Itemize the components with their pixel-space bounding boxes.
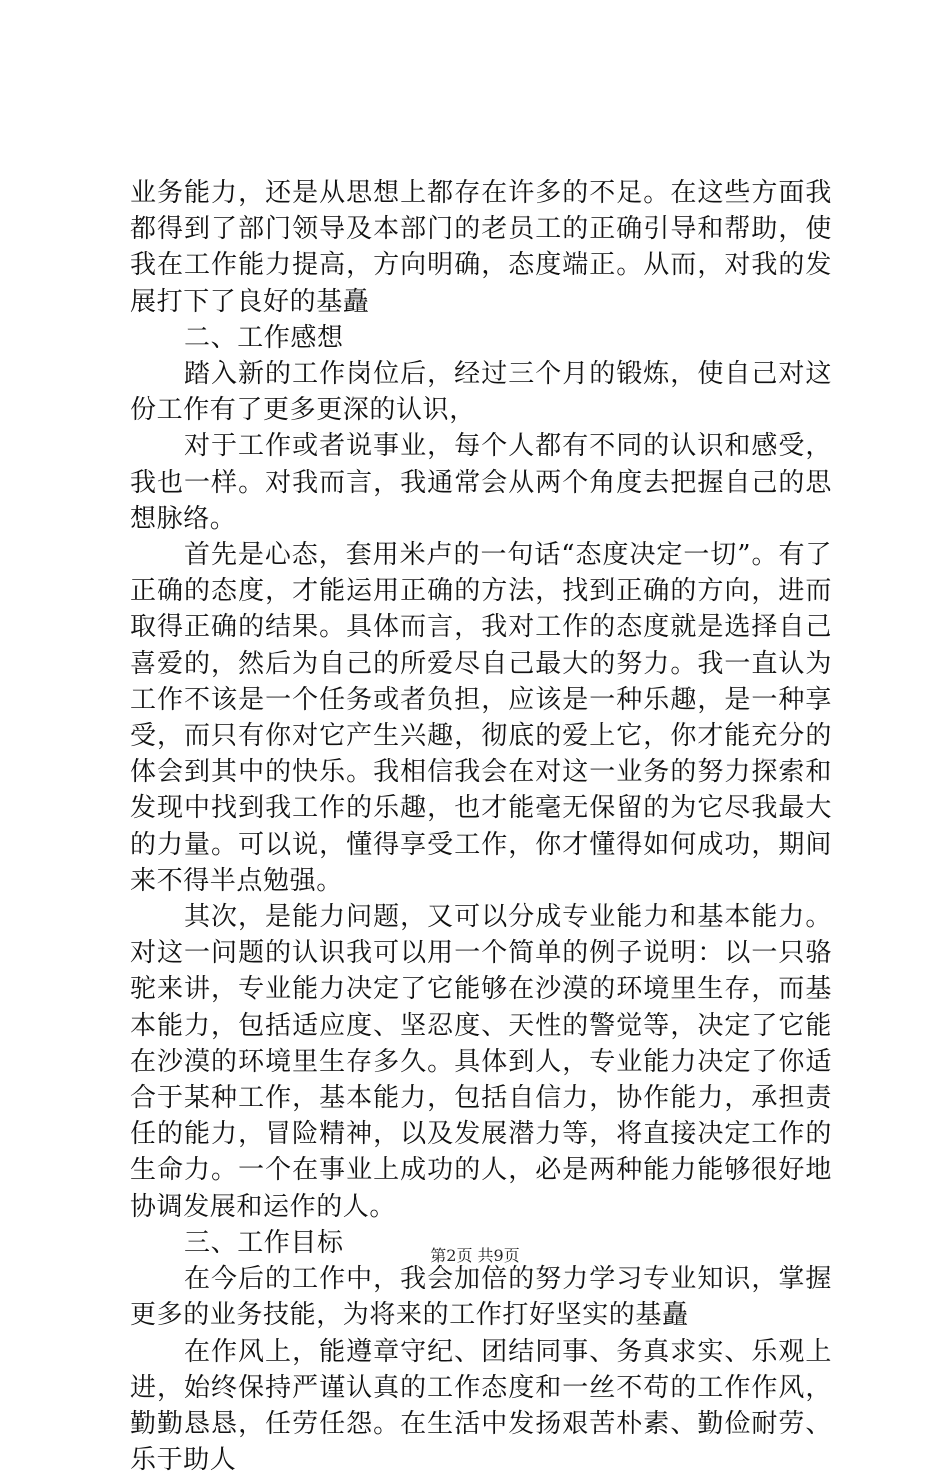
paragraph-5: 其次，是能力问题，又可以分成专业能力和基本能力。对这一问题的认识我可以用一个简单的例子说明：以一只骆驼来讲，专业能力决定了它能够在沙漠的环境里生存，而基本能力，包括适应度、坚忍度、天性的警觉等，决定了它能在沙漠的环境里生存多久。具体到人，专业能力决定了你适合于某种工作，基本能力，包括自信力，协作能力，承担责任的能力，冒险精神，以及发展潜力等，将直接决定工作的生命力。一个在事业上成功的人，必是两种能力能够很好地协调发展和运作的人。: [130, 899, 832, 1225]
document-body: [130, 175, 832, 1478]
section-heading-2: 二、工作感想: [130, 320, 832, 356]
paragraph-1: 业务能力，还是从思想上都存在许多的不足。在这些方面我都得到了部门领导及本部门的老员工的正确引导和帮助，使我在工作能力提高，方向明确，态度端正。从而，对我的发展打下了良好的基矗: [130, 175, 832, 320]
paragraph-2: 踏入新的工作岗位后，经过三个月的锻炼，使自己对这份工作有了更多更深的认识，: [130, 356, 832, 428]
section-heading-3: 三、工作目标: [130, 1225, 832, 1261]
paragraph-4: 首先是心态，套用米卢的一句话“态度决定一切”。有了正确的态度，才能运用正确的方法，找到正确的方向，进而取得正确的结果。具体而言，我对工作的态度就是选择自己喜爱的，然后为自己的所爱尽自己最大的努力。我一直认为工作不该是一个任务或者负担，应该是一种乐趣，是一种享受，而只有你对它产生兴趣，彻底的爱上它，你才能充分的体会到其中的快乐。我相信我会在对这一业务的努力探索和发现中找到我工作的乐趣，也才能毫无保留的为它尽我最大的力量。可以说，懂得享受工作，你才懂得如何成功，期间来不得半点勉强。: [130, 537, 832, 899]
paragraph-6: 在今后的工作中，我会加倍的努力学习专业知识，掌握更多的业务技能，为将来的工作打好坚实的基矗: [130, 1261, 832, 1333]
paragraph-3: 对于工作或者说事业，每个人都有不同的认识和感受，我也一样。对我而言，我通常会从两个角度去把握自己的思想脉络。: [130, 428, 832, 537]
page-footer: [0, 1243, 950, 1266]
paragraph-7: 在作风上，能遵章守纪、团结同事、务真求实、乐观上进，始终保持严谨认真的工作态度和一丝不苟的工作作风，勤勤恳恳，任劳任怨。在生活中发扬艰苦朴素、勤俭耐劳、乐于助人: [130, 1334, 832, 1478]
page-number-label: 第2页 共9页: [430, 1246, 519, 1265]
